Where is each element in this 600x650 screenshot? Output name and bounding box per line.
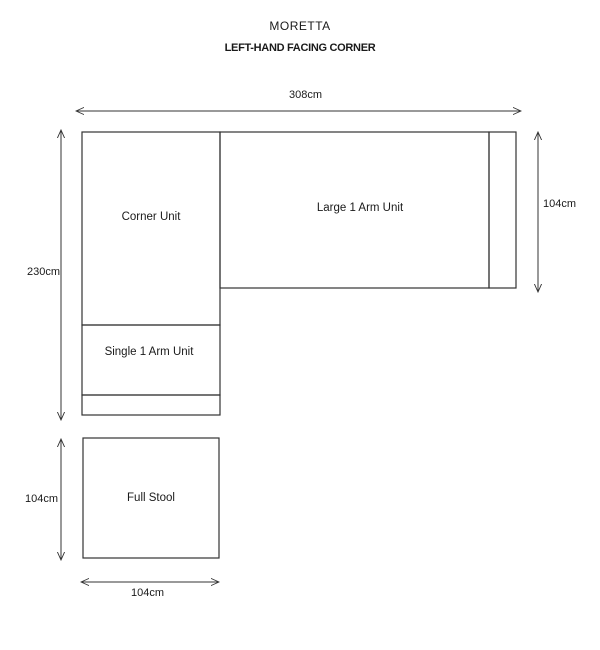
stool-depth-label: 104cm: [25, 493, 59, 505]
stool-width-label: 104cm: [131, 587, 165, 599]
large-arm-unit-label: Large 1 Arm Unit: [316, 202, 404, 214]
overall-depth-label: 230cm: [27, 266, 61, 278]
single-arm-unit-outline: [82, 325, 220, 395]
configuration-subtitle: LEFT-HAND FACING CORNER: [224, 42, 376, 54]
overall-width-label: 308cm: [289, 89, 323, 101]
corner-unit-outline: [82, 132, 220, 325]
single-arm-unit-label: Single 1 Arm Unit: [104, 346, 194, 358]
corner-unit-label: Corner Unit: [121, 211, 181, 223]
product-title: MORETTA: [269, 19, 331, 33]
single-arm-armrest-outline: [82, 395, 220, 415]
large-unit-depth-label: 104cm: [543, 198, 577, 210]
full-stool-label: Full Stool: [127, 492, 175, 504]
